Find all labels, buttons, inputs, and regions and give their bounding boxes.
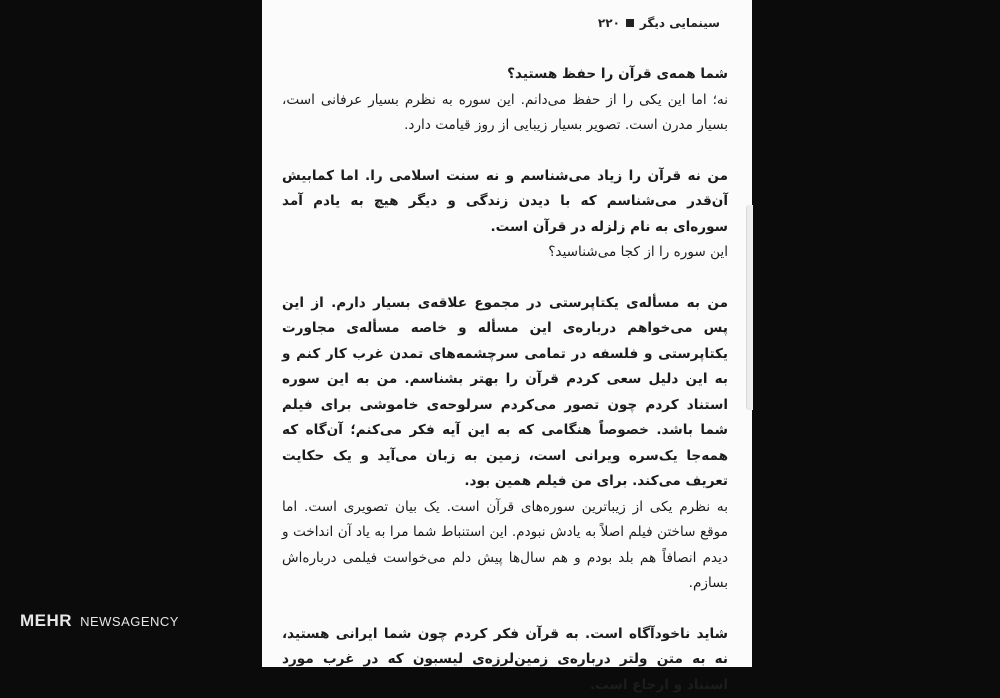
watermark-brand: MEHR: [20, 611, 72, 630]
question-4: شاید ناخودآگاه است. به قرآن فکر کردم چون شما ایرانی هستید، نه به متن ولتر درباره‌ی زمین‌لرزه‌ی لیسبون که در غرب مورد استناد و ارجاع است.: [282, 622, 728, 698]
news-agency-watermark: [20, 611, 179, 631]
question-1: شما همه‌ی قرآن را حفظ هستید؟: [282, 62, 728, 88]
interview-text: [282, 62, 728, 698]
question-3: من به مسأله‌ی یکتاپرستی در مجموع علاقه‌ی بسیار دارم. از این پس می‌خواهم درباره‌ی این مسأله و خاصه مسأله‌ی مجاورت یکتاپرستی و فلسفه در تمامی سرچشمه‌های تمدن غرب کار کنم و به این دلیل سعی کردم قرآن را بهتر بشناسم. من به این سوره استناد کردم چون تصور می‌کردم سرلوحه‌ی خاموشی برای فیلم شما باشد. خصوصاً هنگامی که به این آیه فکر می‌کنم؛ آن‌گاه که همه‌جا یک‌سره ویرانی است، زمین به زبان می‌آید و یک حکایت تعریف می‌کند. برای من فیلم همین بود.: [282, 291, 728, 495]
question-2: من نه قرآن را زیاد می‌شناسم و نه سنت اسلامی را. اما کمابیش آن‌قدر می‌شناسم که با دیدن زندگی و دیگر هیچ به یادم آمد سوره‌ای به نام زلزله در قرآن است.: [282, 164, 728, 241]
page-header: [598, 16, 720, 30]
book-title: سینمایی دیگر: [640, 16, 720, 30]
book-page: [262, 0, 752, 667]
answer-2: این سوره را از کجا می‌شناسید؟: [282, 240, 728, 266]
answer-1: نه؛ اما این یکی را از حفظ می‌دانم. این سوره به نظرم بسیار عرفانی است، بسیار مدرن است. تصویر بسیار زیبایی از روز قیامت دارد.: [282, 88, 728, 139]
page-number: ۲۲۰: [598, 16, 620, 30]
watermark-suffix: NEWSAGENCY: [80, 614, 179, 629]
page-edge: [746, 205, 753, 410]
answer-3: به نظرم یکی از زیباترین سوره‌های قرآن است. یک بیان تصویری است. اما موقع ساختن فیلم اصلاً به یادش نبودم. این استنباط شما مرا به یاد آن انداخت و دیدم انصافاً هم بلد بودم و هم سال‌ها پیش دلم می‌خواست فیلمی درباره‌اش بسازم.: [282, 495, 728, 597]
header-square-icon: [626, 19, 634, 27]
